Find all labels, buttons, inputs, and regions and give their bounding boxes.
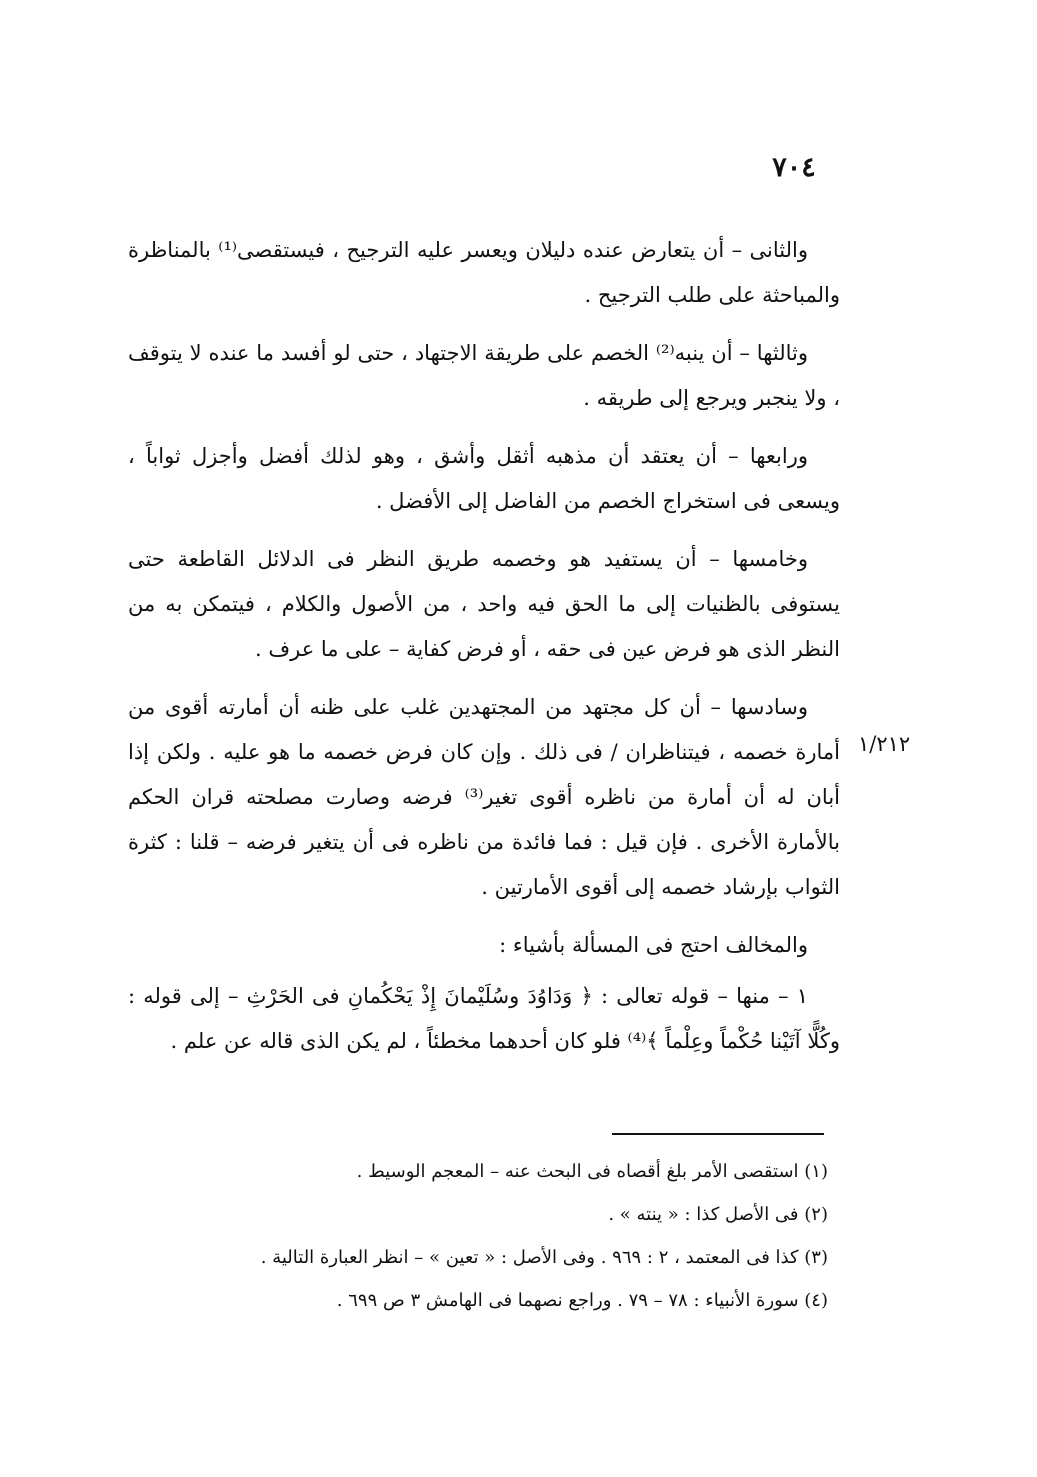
footnote-divider — [612, 1133, 824, 1135]
paragraph-evidence-one: ١ – منها – قوله تعالى : ﴿ وَدَاوُدَ وسُلَيْمانَ إِذْ يَحْكُمانِ فى الحَرْثِ – إلى قوله : وكُلًّا آتَيْنا حُكْماً وعِلْماً ﴾⁽⁴⁾ فلو كان أحدهما مخطئاً ، لم يكن الذى قاله عن علم . — [128, 984, 840, 1053]
page-number: ٧٠٤ — [772, 152, 816, 183]
footnote-4: (٤) سورة الأنبياء : ٧٨ – ٧٩ . وراجع نصهما فى الهامش ٣ ص ٦٩٩ . — [336, 1290, 828, 1311]
paragraph-fourth: ورابعها – أن يعتقد أن مذهبه أثقل وأشق ، وهو لذلك أفضل وأجزل ثواباً ، ويسعى فى استخراج الخصم من الفاضل إلى الأفضل . — [128, 444, 840, 513]
footnote-1: (١) استقصى الأمر بلغ أقصاه فى البحث عنه – المعجم الوسيط . — [356, 1161, 828, 1182]
footnote-2: (٢) فى الأصل كذا : « ينته » . — [608, 1204, 828, 1225]
footnote-3: (٣) كذا فى المعتمد ، ٢ : ٩٦٩ . وفى الأصل : « تعين » – انظر العبارة التالية . — [260, 1247, 828, 1268]
paragraph-third: وثالثها – أن ينبه⁽²⁾ الخصم على طريقة الاجتهاد ، حتى لو أفسد ما عنده لا يتوقف ، ولا ينجبر ويرجع إلى طريقه . — [128, 341, 840, 410]
paragraph-opponent: والمخالف احتج فى المسألة بأشياء : — [499, 933, 808, 957]
paragraph-fifth: وخامسها – أن يستفيد هو وخصمه طريق النظر فى الدلائل القاطعة حتى يستوفى بالظنيات إلى ما الحق فيه واحد ، من الأصول والكلام ، فيتمكن به من النظر الذى هو فرض عين فى حقه ، أو فرض كفاية – على ما عرف . — [128, 547, 840, 661]
footnotes — [128, 1150, 828, 1322]
margin-reference: ١/٢١٢ — [858, 732, 911, 756]
paragraph-second: والثانى – أن يتعارض عنده دليلان ويعسر عليه الترجيح ، فيستقصى⁽¹⁾ بالمناظرة والمباحثة على طلب الترجيح . — [128, 238, 840, 307]
paragraph-sixth: وسادسها – أن كل مجتهد من المجتهدين غلب على ظنه أن أمارته أقوى من أمارة خصمه ، فيتناظران / فى ذلك . وإن كان فرض خصمه ما هو عليه . ولكن إذا أبان له أن أمارة من ناظره أقوى تغير⁽³⁾ فرضه وصارت مصلحته قران الحكم بالأمارة الأخرى . فإن قيل : فما فائدة من ناظره فى أن يتغير فرضه – قلنا : كثرة الثواب بإرشاد خصمه إلى أقوى الأمارتين . — [128, 695, 841, 899]
main-text — [128, 228, 840, 1077]
